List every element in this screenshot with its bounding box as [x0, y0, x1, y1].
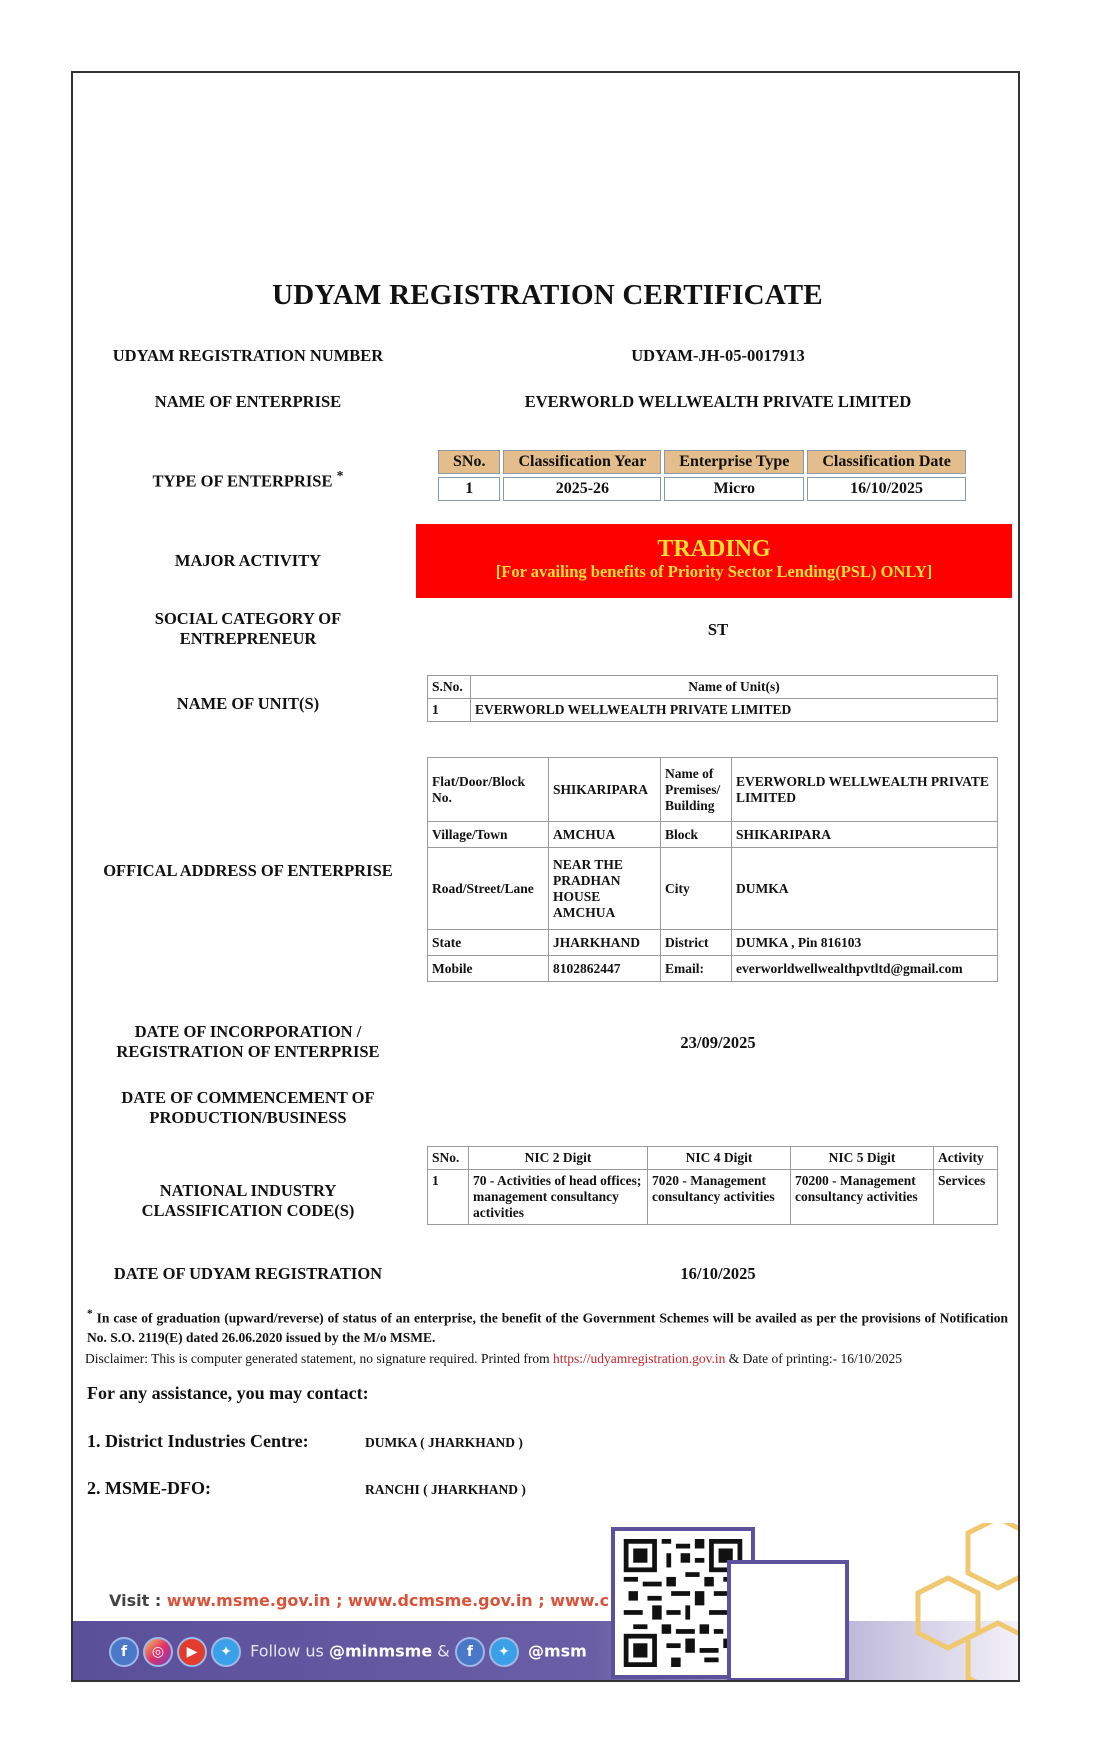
major-activity-note: [For availing benefits of Priority Sector Lending(PSL) ONLY] [495, 562, 933, 581]
handle-minmsme[interactable]: @minmsme [328, 1641, 433, 1661]
handle-msme[interactable]: @msm [527, 1641, 587, 1661]
hexagon-decoration-icon [893, 1523, 1020, 1682]
header-sno: SNo. [428, 1147, 469, 1170]
header-activity: Activity [934, 1147, 998, 1170]
facebook-icon[interactable]: f [109, 1637, 139, 1667]
table-row [428, 930, 998, 956]
asterisk-mark: * [336, 468, 344, 483]
dic-label: 1. District Industries Centre: [87, 1431, 309, 1451]
social-category-label-line1: SOCIAL CATEGORY OF [154, 609, 342, 628]
udyam-date-label: DATE OF UDYAM REGISTRATION [113, 1264, 383, 1283]
social-category-label-line2: ENTREPRENEUR [179, 629, 317, 648]
enterprise-type-label-text: TYPE OF ENTERPRISE [152, 471, 333, 491]
premises-label: Name of Premises/ Building [661, 758, 732, 822]
follow-line [109, 1637, 587, 1667]
cell-sno: 1 [428, 699, 471, 722]
udyam-portal-link[interactable]: https://udyamregistration.gov.in [553, 1351, 726, 1366]
city-value: DUMKA [732, 848, 998, 930]
table-row [428, 1170, 998, 1225]
facebook-icon[interactable]: f [455, 1637, 485, 1667]
photo-placeholder-frame [727, 1560, 849, 1682]
cell-classification-year: 2025-26 [503, 477, 661, 501]
road-value: NEAR THE PRADHAN HOUSE AMCHUA [549, 848, 661, 930]
qr-code-icon [623, 1539, 743, 1667]
visit-label: Visit : [109, 1591, 167, 1610]
road-label: Road/Street/Lane [428, 848, 549, 930]
cell-activity: Services [934, 1170, 998, 1225]
email-value: everworldwellwealthpvtltd@gmail.com [732, 956, 998, 982]
enterprise-type-label [83, 466, 413, 492]
cell-classification-date: 16/10/2025 [807, 477, 965, 501]
certificate-title: UDYAM REGISTRATION CERTIFICATE [272, 279, 823, 311]
enterprise-type-table [435, 447, 969, 504]
follow-text: Follow us [250, 1641, 329, 1661]
certificate-page [71, 71, 1020, 1682]
header-enterprise-type: Enterprise Type [664, 450, 804, 474]
incorporation-label-line1: DATE OF INCORPORATION / [134, 1022, 362, 1041]
header-unit-name: Name of Unit(s) [471, 676, 998, 699]
twitter-icon[interactable]: ✦ [211, 1637, 241, 1667]
major-activity-banner [416, 524, 1012, 598]
visit-line [109, 1591, 609, 1610]
major-activity-label: MAJOR ACTIVITY [174, 551, 322, 570]
district-value: DUMKA , Pin 816103 [732, 930, 998, 956]
cell-nic4: 7020 - Management consultancy activities [648, 1170, 791, 1225]
flat-label: Flat/Door/Block No. [428, 758, 549, 822]
block-label: Block [661, 822, 732, 848]
commencement-label-line2: PRODUCTION/BUSINESS [149, 1108, 347, 1127]
state-label: State [428, 930, 549, 956]
footnote [87, 1305, 1008, 1347]
dfo-label: 2. MSME-DFO: [87, 1478, 211, 1498]
social-category-label [83, 609, 413, 649]
flat-value: SHIKARIPARA [549, 758, 661, 822]
table-row [428, 848, 998, 930]
header-nic5: NIC 5 Digit [791, 1147, 934, 1170]
contact-heading: For any assistance, you may contact: [87, 1383, 369, 1403]
incorporation-label-line2: REGISTRATION OF ENTERPRISE [116, 1042, 380, 1061]
address-table [427, 757, 998, 982]
district-label: District [661, 930, 732, 956]
commencement-label-line1: DATE OF COMMENCEMENT OF [121, 1088, 375, 1107]
table-row [438, 477, 966, 501]
incorporation-date: 23/09/2025 [680, 1033, 756, 1052]
disclaimer [85, 1351, 1015, 1367]
units-label: NAME OF UNIT(S) [176, 694, 320, 713]
header-sno: S.No. [428, 676, 471, 699]
header-nic4: NIC 4 Digit [648, 1147, 791, 1170]
header-classification-date: Classification Date [807, 450, 965, 474]
table-header-row [428, 676, 998, 699]
cell-sno: 1 [438, 477, 500, 501]
reg-number-label: UDYAM REGISTRATION NUMBER [112, 346, 384, 365]
cell-sno: 1 [428, 1170, 469, 1225]
visit-urls[interactable]: www.msme.gov.in ; www.dcmsme.gov.in ; www.c [166, 1591, 610, 1610]
units-table [427, 675, 998, 722]
disclaimer-suffix: & Date of printing:- 16/10/2025 [725, 1351, 902, 1366]
footnote-asterisk: * [87, 1308, 93, 1320]
nic-table [427, 1146, 998, 1225]
state-value: JHARKHAND [549, 930, 661, 956]
reg-number-value: UDYAM-JH-05-0017913 [631, 346, 805, 365]
city-label: City [661, 848, 732, 930]
incorporation-label [83, 1022, 413, 1062]
footnote-text: In case of graduation (upward/reverse) of status of an enterprise, the benefit of the Government Schemes will be availed as per the provisions of Notification No. S.O. 2119(E) dated 26.06.2020 issued by the M/o MSME. [87, 1310, 1008, 1345]
disclaimer-prefix: Disclaimer: This is computer generated statement, no signature required. Printed from [85, 1351, 553, 1366]
major-activity-value: TRADING [657, 536, 771, 562]
village-value: AMCHUA [549, 822, 661, 848]
nic-label-line1: NATIONAL INDUSTRY [159, 1181, 337, 1200]
dic-value: DUMKA ( JHARKHAND ) [365, 1435, 523, 1450]
table-row [428, 956, 998, 982]
cell-unit-name: EVERWORLD WELLWEALTH PRIVATE LIMITED [471, 699, 998, 722]
social-category-value: ST [707, 620, 729, 639]
header-sno: SNo. [438, 450, 500, 474]
table-row [428, 822, 998, 848]
nic-label-line2: CLASSIFICATION CODE(S) [141, 1201, 355, 1220]
commencement-label [83, 1088, 413, 1128]
twitter-icon[interactable]: ✦ [489, 1637, 519, 1667]
table-row [428, 699, 998, 722]
block-value: SHIKARIPARA [732, 822, 998, 848]
youtube-icon[interactable]: ▶ [177, 1637, 207, 1667]
premises-value: EVERWORLD WELLWEALTH PRIVATE LIMITED [732, 758, 998, 822]
nic-label [83, 1181, 413, 1221]
email-label: Email: [661, 956, 732, 982]
village-label: Village/Town [428, 822, 549, 848]
header-classification-year: Classification Year [503, 450, 661, 474]
mobile-label: Mobile [428, 956, 549, 982]
cell-enterprise-type: Micro [664, 477, 804, 501]
mobile-value: 8102862447 [549, 956, 661, 982]
header-nic2: NIC 2 Digit [469, 1147, 648, 1170]
table-header-row [438, 450, 966, 474]
amp-text: & [432, 1641, 455, 1661]
enterprise-name-label: NAME OF ENTERPRISE [154, 392, 342, 411]
dfo-value: RANCHI ( JHARKHAND ) [365, 1482, 526, 1497]
instagram-icon[interactable]: ◎ [143, 1637, 173, 1667]
table-header-row [428, 1147, 998, 1170]
enterprise-name-value: EVERWORLD WELLWEALTH PRIVATE LIMITED [524, 392, 912, 411]
address-label: OFFICAL ADDRESS OF ENTERPRISE [103, 861, 393, 880]
udyam-date-value: 16/10/2025 [680, 1264, 756, 1283]
table-row [428, 758, 998, 822]
cell-nic2: 70 - Activities of head offices; management consultancy activities [469, 1170, 648, 1225]
cell-nic5: 70200 - Management consultancy activities [791, 1170, 934, 1225]
